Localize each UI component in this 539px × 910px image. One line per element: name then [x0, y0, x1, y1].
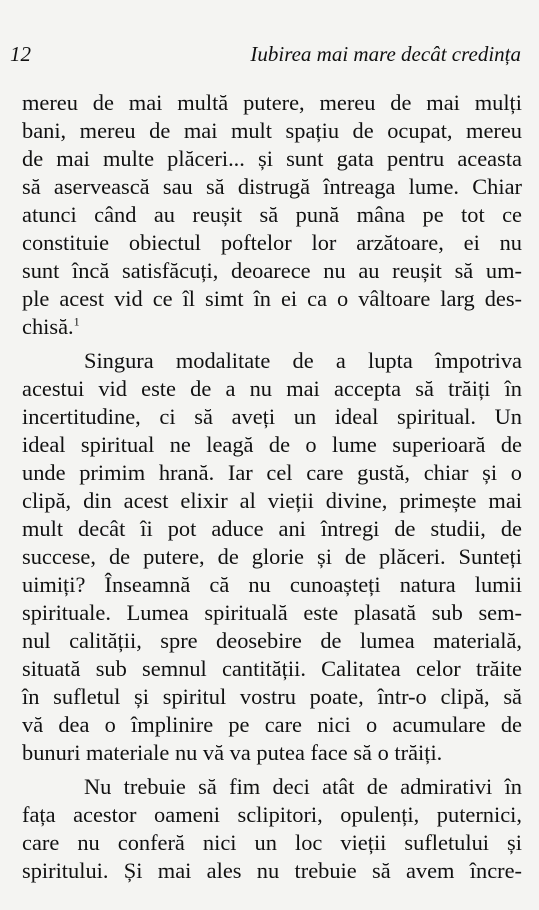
text-line: ideal spiritual ne leagă de o lume superioară de	[22, 432, 522, 457]
text-line: spiritului. Și mai ales nu trebuie să avem încre-	[22, 858, 522, 883]
text-line: spirituale. Lumea spirituală este plasată sub sem-	[22, 600, 522, 625]
text-line: Nu trebuie să fim deci atât de admirativi în	[84, 774, 522, 799]
paragraph	[22, 347, 522, 767]
text-fragment: chisă.	[22, 314, 74, 339]
paragraph	[22, 773, 522, 885]
running-title: Iubirea mai mare decât credința	[250, 42, 521, 66]
text-line: mult decât îi pot aduce ani întregi de studii, de	[22, 516, 522, 541]
text-line: ple acest vid ce îl simt în ei ca o vâltoare larg des-	[22, 286, 522, 311]
page-number: 12	[10, 42, 31, 66]
text-line: de mai multe plăceri... și sunt gata pentru aceasta	[22, 146, 522, 171]
text-line: clipă, din acest elixir al vieții divine, primește mai	[22, 488, 522, 513]
text-line: fața acestor oameni sclipitori, opulenți, puternici,	[22, 802, 522, 827]
text-line: atunci când au reușit să pună mâna pe tot ce	[22, 202, 522, 227]
text-line: mereu de mai multă putere, mereu de mai mulți	[22, 90, 522, 115]
page-header	[10, 40, 521, 68]
text-line: constituie obiectul poftelor lor arzătoare, ei nu	[22, 230, 522, 255]
text-line: bani, mereu de mai mult spațiu de ocupat, mereu	[22, 118, 522, 143]
text-line: bunuri materiale nu vă va putea face să o trăiți.	[22, 740, 443, 765]
text-line: unde primim hrană. Iar cel care gustă, chiar și o	[22, 460, 522, 485]
text-line: să aservească sau să distrugă întreaga lume. Chiar	[22, 174, 522, 199]
footnote-reference: 1	[73, 314, 80, 329]
text-line	[22, 313, 522, 341]
body-text	[22, 89, 522, 885]
text-line: sunt încă satisfăcuți, deoarece nu au reușit să um-	[22, 258, 522, 283]
text-line: succese, de putere, de glorie și de plăceri. Sunteți	[22, 544, 522, 569]
text-line: incertitudine, ci să aveți un ideal spiritual. Un	[22, 404, 522, 429]
text-line: vă dea o împlinire pe care nici o acumulare de	[22, 712, 522, 737]
text-line: acestui vid este de a nu mai accepta să trăiți în	[22, 376, 522, 401]
text-line: situată sub semnul cantității. Calitatea celor trăite	[22, 656, 522, 681]
text-line: uimiți? Înseamnă că nu cunoașteți natura lumii	[22, 572, 522, 597]
text-line: nul calității, spre deosebire de lumea materială,	[22, 628, 522, 653]
paragraph	[22, 89, 522, 341]
text-line: în sufletul și spiritul vostru poate, într-o clipă, să	[22, 684, 522, 709]
text-line: Singura modalitate de a lupta împotriva	[84, 348, 522, 373]
text-line: care nu conferă nici un loc vieții sufletului și	[22, 830, 522, 855]
